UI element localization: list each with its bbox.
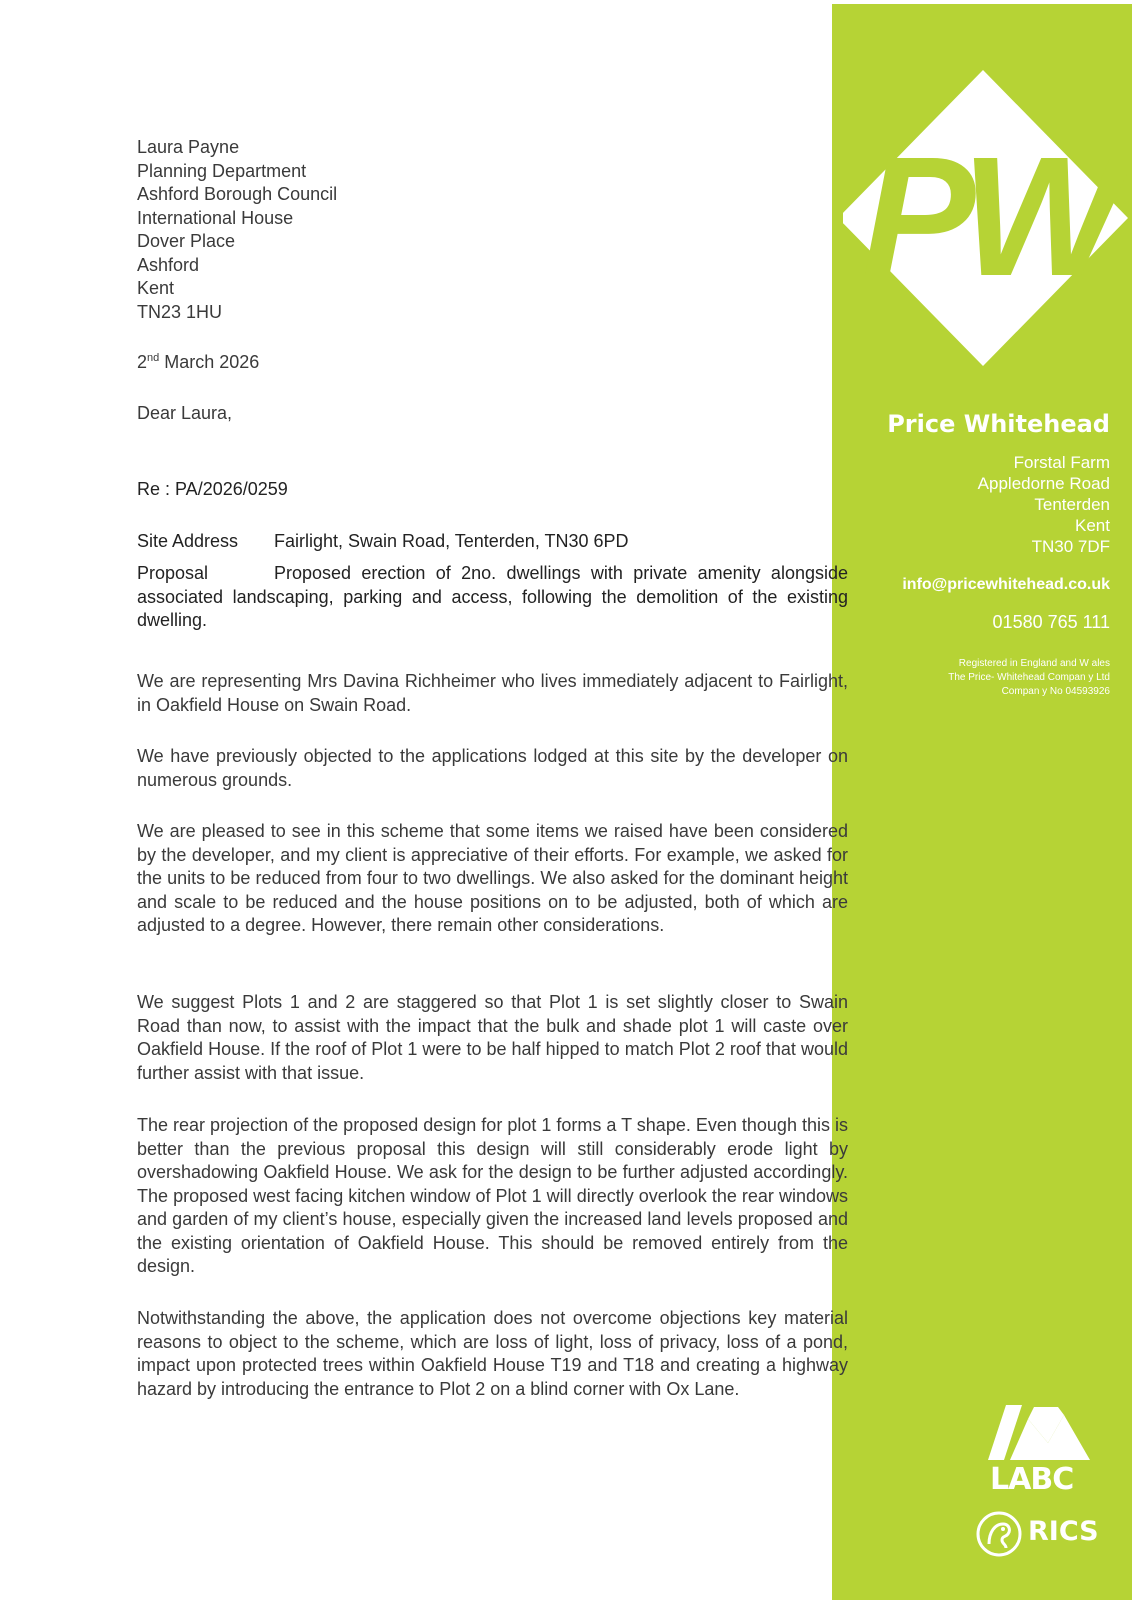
recipient-line: Kent xyxy=(137,278,175,298)
recipient-line: Ashford Borough Council xyxy=(137,184,338,204)
recipient-line: Ashford xyxy=(137,254,200,275)
address-line: Kent xyxy=(1075,516,1110,535)
rics-label: RICS xyxy=(1028,1516,1099,1547)
address-line: Forstal Farm xyxy=(1013,453,1110,472)
recipient-line: Dover Place xyxy=(137,231,236,251)
pw-logo xyxy=(843,70,1128,370)
date-rest: March 2026 xyxy=(159,352,260,372)
proposal-label: Proposal xyxy=(137,563,209,583)
body-paragraph: We are representing Mrs Davina Richheimer who lives immediately adjacent to Fairlight, in Oakfield House on Swain Road. xyxy=(137,671,848,715)
registration-line: Compan y No 04593926 xyxy=(1001,686,1110,697)
labc-label: LABC xyxy=(990,1462,1074,1497)
pw-logo-letters: PW xyxy=(862,122,1108,312)
body-paragraph: We suggest Plots 1 and 2 are staggered so that Plot 1 is set slightly closer to Swain Road than now, to assist with the impact that the bulk and shade plot 1 will caste over Oakfield House. If the roof of Plot 1 were to be half hipped to match Plot 2 roof that would further assist with that issue. xyxy=(137,992,848,1083)
rics-lion-icon xyxy=(975,1510,1023,1558)
firm-email[interactable]: info@pricewhitehead.co.uk xyxy=(902,576,1110,593)
address-line: Appledorne Road xyxy=(977,474,1110,493)
date-suffix: nd xyxy=(147,352,160,364)
site-address-label: Site Address xyxy=(137,531,239,551)
site-address-value: Fairlight, Swain Road, Tenterden, TN30 6PD xyxy=(274,531,629,551)
body-paragraph: Notwithstanding the above, the application does not overcome objections key material reasons to object to the scheme, which are loss of light, loss of privacy, loss of a pond, impact upon protected trees within Oakfield House T19 and T18 and creating a highway hazard by introducing the entrance to Plot 2 on a blind corner with Ox Lane. xyxy=(137,1308,848,1399)
salutation: Dear Laura, xyxy=(137,403,233,423)
registration-info xyxy=(948,657,1110,699)
firm-address xyxy=(978,452,1110,557)
recipient-address xyxy=(137,136,848,324)
site-address xyxy=(137,531,629,552)
body-paragraph: We are pleased to see in this scheme that some items we raised have been considered by the developer, and my client is appreciative of their efforts. For example, we asked for the units to be reduced from four to two dwellings. We also asked for the dominant height and scale to be reduced and the house positions on to be adjusted, both of which are adjusted to a degree. However, there remain other considerations. xyxy=(137,821,848,935)
recipient-line: TN23 1HU xyxy=(137,301,223,322)
reference-line: Re : PA/2026/0259 xyxy=(137,479,288,499)
letter-date xyxy=(137,352,259,373)
proposal-value: Proposed erection of 2no. dwellings with private amenity alongside associated landscaping, parking and access, following the demolition of the existing dwelling. xyxy=(137,563,848,630)
date-day: 2 xyxy=(137,352,148,372)
recipient-line: International House xyxy=(137,207,294,228)
registration-line: Registered in England and W ales xyxy=(958,658,1110,669)
address-line: Tenterden xyxy=(1034,495,1110,514)
recipient-line: Planning Department xyxy=(137,160,307,181)
body-paragraph: The rear projection of the proposed design for plot 1 forms a T shape. Even though this is better than the previous proposal this design will still considerably erode light by overshadowing Oakfield House. We ask for the design to be further adjusted accordingly. The proposed west facing kitchen window of Plot 1 will directly overlook the rear windows and garden of my client’s house, especially given the increased land levels proposed and the existing orientation of Oakfield House. This should be removed entirely from the design. xyxy=(137,1115,848,1276)
recipient-line: Laura Payne xyxy=(137,137,240,157)
labc-icon xyxy=(988,1405,1090,1460)
registration-line: The Price- Whitehead Compan y Ltd xyxy=(948,672,1110,683)
firm-phone: 01580 765 111 xyxy=(992,612,1110,632)
proposal xyxy=(137,562,848,633)
body-paragraph: We have previously objected to the applications lodged at this site by the developer on numerous grounds. xyxy=(137,746,848,790)
firm-name: Price Whitehead xyxy=(887,410,1110,438)
address-line: TN30 7DF xyxy=(1031,537,1110,556)
